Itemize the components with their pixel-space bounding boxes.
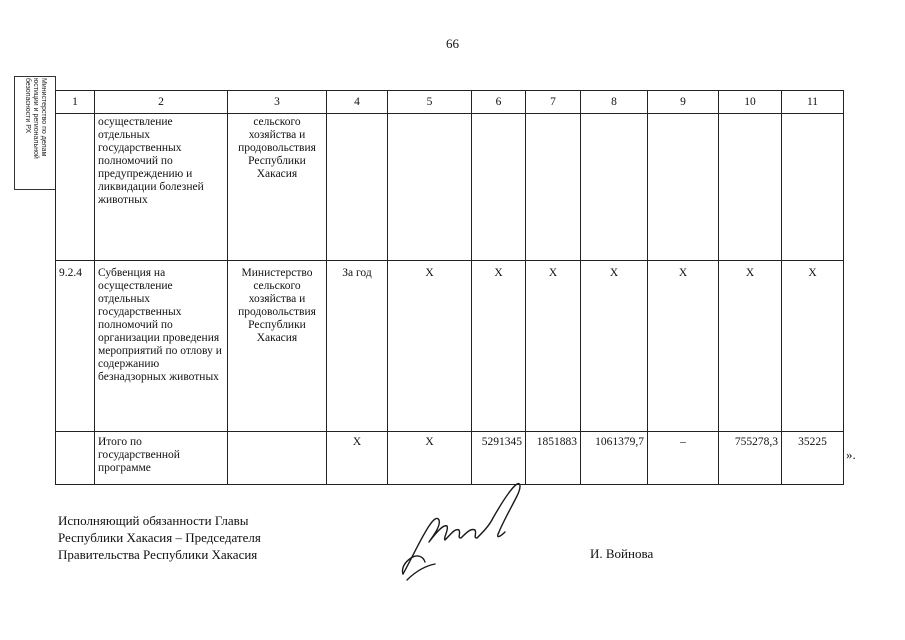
table-cell: Х xyxy=(388,432,472,485)
signer-name: И. Войнова xyxy=(590,546,654,561)
table-cell: 5291345 xyxy=(472,432,526,485)
table-cell: Х xyxy=(648,261,719,432)
table-cell xyxy=(581,114,648,261)
table-cell xyxy=(782,114,844,261)
table-cell: Субвенция на осуществление отдельных государственных полномочий по организации проведения мероприятий по отлову и содержанию безнадзорных животных xyxy=(95,261,228,432)
table-row xyxy=(56,261,844,432)
table-cell xyxy=(228,432,327,485)
table-cell: сельского хозяйства и продовольствия Республики Хакасия xyxy=(228,114,327,261)
table-cell: За год xyxy=(327,261,388,432)
table-cell: 9.2.4 xyxy=(56,261,95,432)
table-cell xyxy=(526,114,581,261)
table-cell: Х xyxy=(782,261,844,432)
signatory-line: Правительства Республики Хакасия xyxy=(58,547,258,562)
column-header: 1 xyxy=(56,91,95,114)
table-cell xyxy=(719,114,782,261)
budget-table xyxy=(55,90,844,485)
table-cell: Министерство сельского хозяйства и продовольствия Республики Хакасия xyxy=(228,261,327,432)
column-header: 11 xyxy=(782,91,844,114)
column-header: 10 xyxy=(719,91,782,114)
table-cell: 1061379,7 xyxy=(581,432,648,485)
table-cell xyxy=(472,114,526,261)
table-cell: осуществление отдельных государственных полномочий по предупреждению и ликвидации болезней животных xyxy=(95,114,228,261)
column-header: 4 xyxy=(327,91,388,114)
table-cell: Х xyxy=(581,261,648,432)
table-row xyxy=(56,114,844,261)
table-cell xyxy=(56,114,95,261)
signatory-line: Исполняющий обязанности Главы xyxy=(58,513,249,528)
column-header: 3 xyxy=(228,91,327,114)
table-cell: Х xyxy=(719,261,782,432)
column-header: 7 xyxy=(526,91,581,114)
page-number: 66 xyxy=(446,36,459,51)
table-cell: 1851883 xyxy=(526,432,581,485)
table-header-row xyxy=(56,91,844,114)
column-header: 8 xyxy=(581,91,648,114)
table-cell xyxy=(388,114,472,261)
table-cell: 755278,3 xyxy=(719,432,782,485)
column-header: 6 xyxy=(472,91,526,114)
column-header: 5 xyxy=(388,91,472,114)
stamp-line: безопасности РХ xyxy=(24,78,31,134)
stamp-line: Министерство по делам xyxy=(40,78,47,157)
column-header: 9 xyxy=(648,91,719,114)
table-cell xyxy=(327,114,388,261)
stamp-line: юстиции и региональной xyxy=(32,78,39,159)
table-cell: Х xyxy=(388,261,472,432)
stamp-text xyxy=(23,78,47,188)
signatory-position xyxy=(58,512,261,563)
registration-stamp xyxy=(14,76,56,190)
table-cell: Х xyxy=(472,261,526,432)
table-cell xyxy=(56,432,95,485)
table-cell: Итого по государственной программе xyxy=(95,432,228,485)
column-header: 2 xyxy=(95,91,228,114)
handwritten-signature xyxy=(395,476,535,586)
signatory-line: Республики Хакасия – Председателя xyxy=(58,530,261,545)
table-cell xyxy=(648,114,719,261)
table-cell: 35225 xyxy=(782,432,844,485)
table-cell: – xyxy=(648,432,719,485)
closing-quote: ». xyxy=(846,447,856,462)
table-cell: Х xyxy=(327,432,388,485)
table-cell: Х xyxy=(526,261,581,432)
